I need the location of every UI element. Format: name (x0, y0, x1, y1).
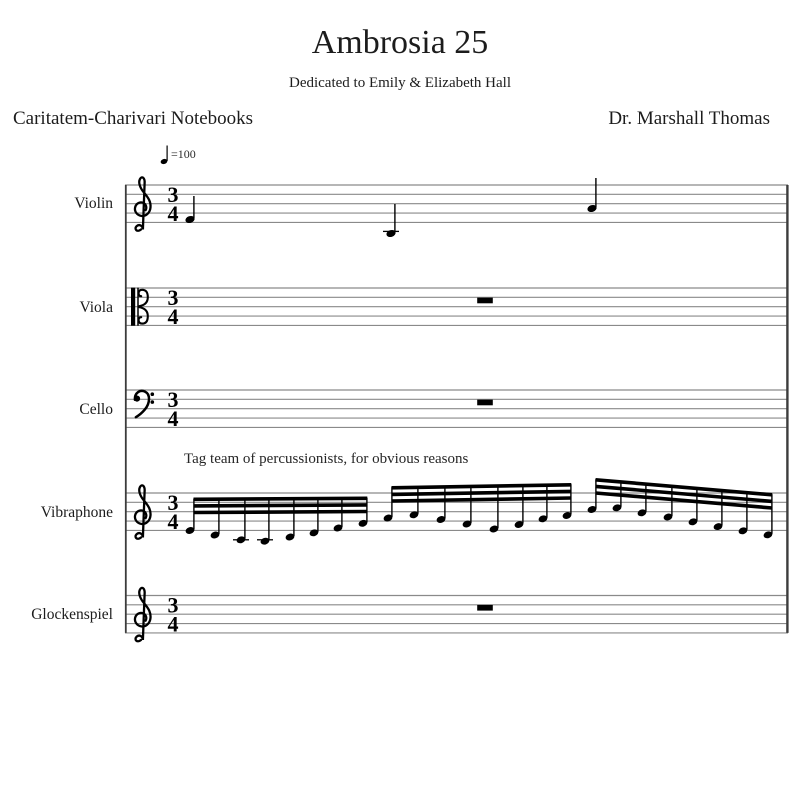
time-signature-denominator: 4 (167, 509, 179, 535)
tempo-bpm-text: =100 (171, 147, 196, 161)
time-signature-numerator: 3 (167, 386, 179, 412)
staff-text-annotation: Tag team of percussionists, for obvious reasons (184, 451, 469, 467)
piece-subtitle: Dedicated to Emily & Elizabeth Hall (288, 75, 511, 91)
whole-rest (477, 298, 493, 304)
staff-violin (125, 177, 788, 230)
lyricist-credit: Caritatem-Charivari Notebooks (13, 108, 254, 129)
violin-notes (184, 178, 597, 238)
staff-glockenspiel (125, 588, 788, 641)
instrument-label-glockenspiel: Glockenspiel (31, 606, 113, 623)
staff-cello (125, 387, 788, 431)
time-signature-denominator: 4 (167, 304, 179, 330)
whole-rest (477, 605, 493, 611)
time-signature-numerator: 3 (167, 489, 179, 515)
time-signature-numerator: 3 (167, 181, 179, 207)
time-signature-denominator: 4 (167, 406, 179, 432)
instrument-label-cello: Cello (79, 401, 113, 418)
whole-rest (477, 400, 493, 406)
piece-title: Ambrosia 25 (311, 24, 489, 61)
time-signature-denominator: 4 (167, 611, 179, 637)
vibraphone-beam-group-1 (185, 498, 369, 546)
staff-viola (125, 285, 788, 329)
composer-credit: Dr. Marshall Thomas (608, 108, 770, 129)
time-signature-denominator: 4 (167, 201, 179, 227)
alto-clef-icon (131, 288, 135, 326)
time-signature-numerator: 3 (167, 592, 179, 618)
whole-rests (477, 298, 493, 611)
instrument-label-vibraphone: Vibraphone (40, 504, 113, 521)
time-signature-numerator: 3 (167, 284, 179, 310)
instrument-label-viola: Viola (79, 299, 113, 316)
vibraphone-beam-group-2 (383, 484, 573, 533)
instrument-label-violin: Violin (74, 195, 113, 212)
